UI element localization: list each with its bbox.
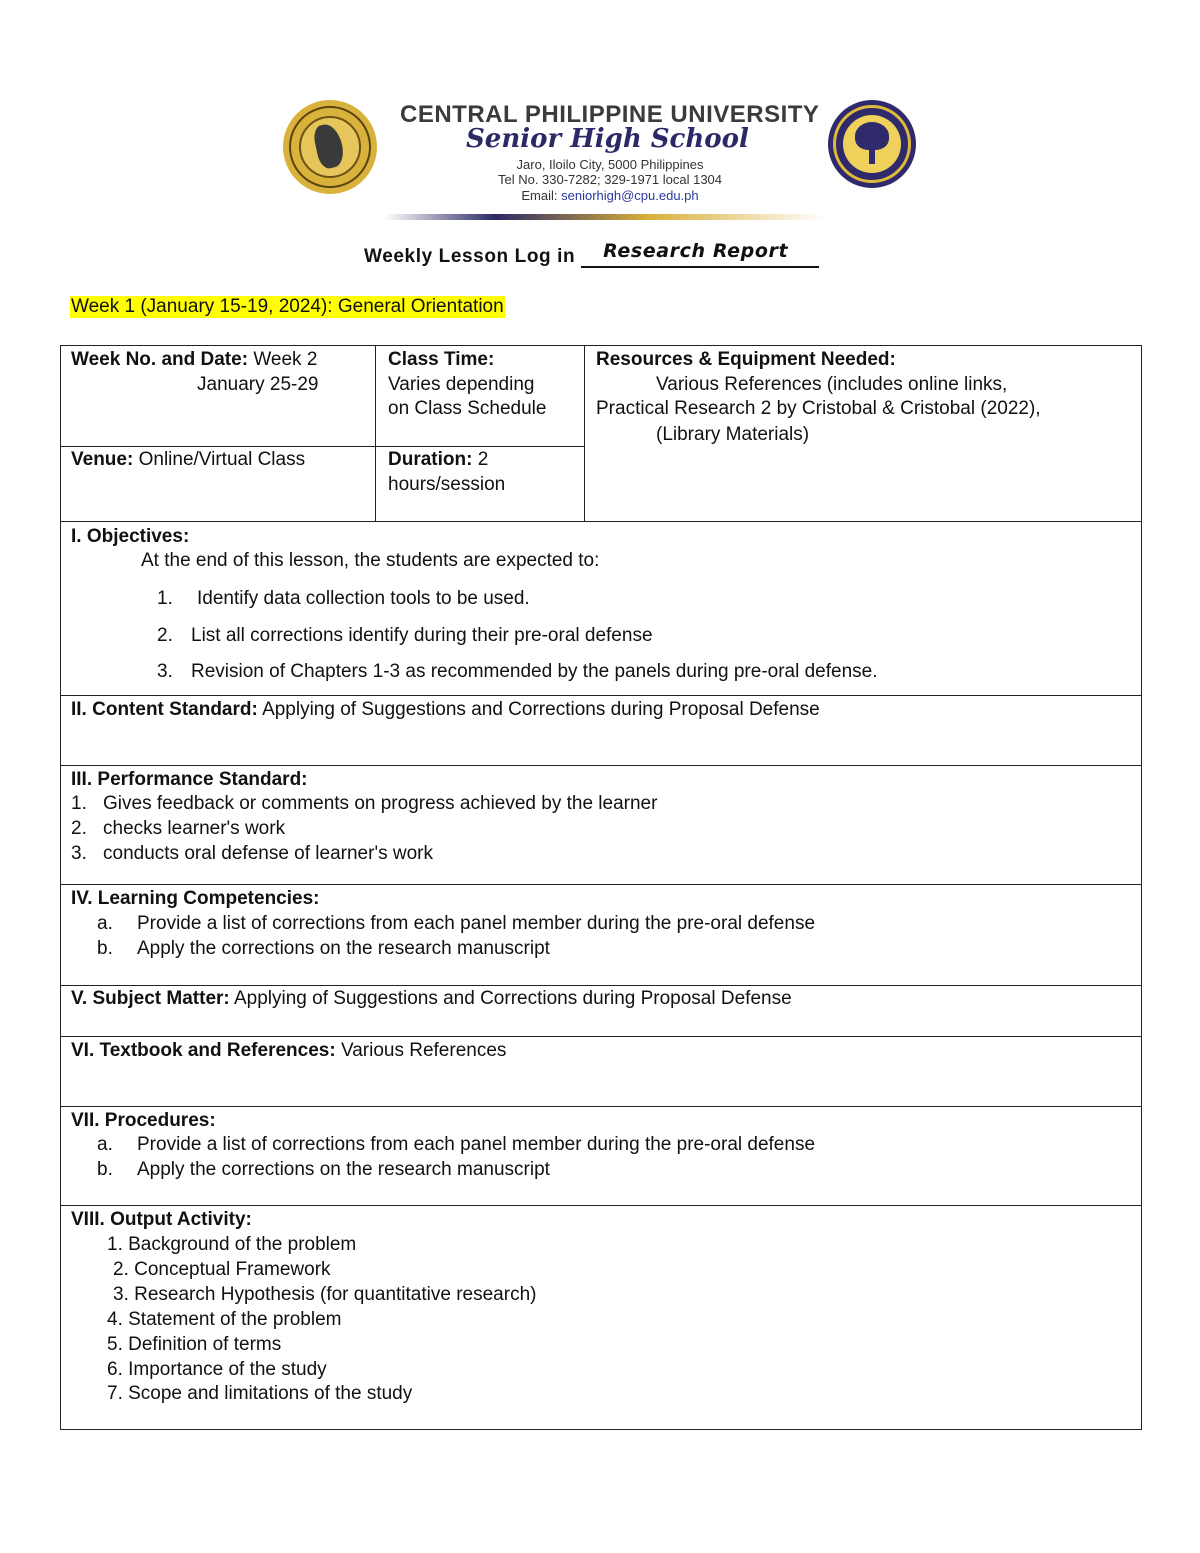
content-standard-value: Applying of Suggestions and Corrections during Proposal Defense — [262, 699, 820, 720]
row-divider-references — [61, 1036, 1141, 1037]
performance-standard-label: III. Performance Standard: — [71, 769, 308, 790]
duration-cell — [388, 447, 488, 472]
output-item: 3. Research Hypothesis (for quantitative research) — [113, 1284, 537, 1305]
venue-cell — [71, 447, 305, 472]
page-title — [364, 240, 819, 268]
email-label: Email: — [521, 188, 558, 203]
resources-line2: Practical Research 2 by Cristobal & Cristobal (2022), — [596, 398, 1041, 419]
resources-label: Resources & Equipment Needed: — [596, 349, 896, 370]
week-label: Week No. and Date: — [71, 349, 249, 370]
objective-item: 2. List all corrections identify during their pre-oral defense — [157, 625, 653, 646]
performance-item: 3. conducts oral defense of learner's work — [71, 843, 433, 864]
row-divider-procedures — [61, 1106, 1141, 1107]
performance-item: 1. Gives feedback or comments on progress achieved by the learner — [71, 793, 658, 814]
row-divider-output — [61, 1205, 1141, 1206]
duration-value: 2 — [477, 449, 489, 470]
subject-matter-label: V. Subject Matter: — [71, 988, 230, 1009]
references-row — [71, 1038, 506, 1063]
procedures-label: VII. Procedures: — [71, 1110, 216, 1131]
col-divider-2 — [584, 346, 585, 522]
references-value: Various References — [340, 1040, 507, 1061]
subject-matter-row — [71, 986, 792, 1011]
school-name: Senior High School — [466, 124, 749, 154]
week-heading: Week 1 (January 15-19, 2024): General Orientation — [71, 296, 504, 317]
output-label: VIII. Output Activity: — [71, 1209, 252, 1230]
competency-item: b. Apply the corrections on the research manuscript — [97, 938, 550, 959]
output-item: 7. Scope and limitations of the study — [107, 1383, 413, 1404]
title-prefix: Weekly Lesson Log in — [364, 246, 576, 267]
university-name: CENTRAL PHILIPPINE UNIVERSITY — [400, 101, 820, 128]
output-item: 5. Definition of terms — [107, 1334, 282, 1355]
school-email-line — [400, 188, 820, 203]
letterhead-divider — [385, 214, 825, 220]
school-address: Jaro, Iloilo City, 5000 Philippines — [516, 157, 704, 172]
week-value: Week 2 — [253, 349, 318, 370]
venue-value: Online/Virtual Class — [138, 449, 306, 470]
competency-item: a. Provide a list of corrections from each panel member during the pre-oral defense — [97, 913, 816, 934]
venue-label: Venue: — [71, 449, 134, 470]
week-date-cell — [71, 347, 317, 372]
objectives-label: I. Objectives: — [71, 526, 190, 547]
output-item: 1. Background of the problem — [107, 1234, 357, 1255]
resources-line3: (Library Materials) — [656, 424, 810, 445]
duration-label: Duration: — [388, 449, 473, 470]
row-divider-competencies — [61, 884, 1141, 885]
duration-unit: hours/session — [388, 474, 506, 495]
school-email-link[interactable]: seniorhigh@cpu.edu.ph — [561, 188, 699, 203]
title-subject: Research Report — [603, 240, 789, 262]
output-item: 6. Importance of the study — [107, 1359, 327, 1380]
objectives-intro: At the end of this lesson, the students are expected to: — [141, 550, 600, 571]
row-divider-performance — [61, 765, 1141, 766]
senior-high-seal-logo — [828, 100, 916, 188]
performance-item: 2. checks learner's work — [71, 818, 286, 839]
competencies-label: IV. Learning Competencies: — [71, 888, 320, 909]
procedure-item: a. Provide a list of corrections from each panel member during the pre-oral defense — [97, 1134, 816, 1155]
output-item: 2. Conceptual Framework — [113, 1259, 331, 1280]
content-standard-row — [71, 697, 820, 722]
date-value: January 25-29 — [197, 374, 319, 395]
references-label: VI. Textbook and References: — [71, 1040, 336, 1061]
class-time-label: Class Time: — [388, 349, 495, 370]
col-divider-1 — [375, 346, 376, 522]
resources-line1: Various References (includes online links, — [656, 374, 1008, 395]
class-time-line2: on Class Schedule — [388, 398, 547, 419]
content-standard-label: II. Content Standard: — [71, 699, 258, 720]
lesson-log-table — [60, 345, 1142, 1430]
subject-matter-value: Applying of Suggestions and Corrections during Proposal Defense — [233, 988, 792, 1009]
subject-blank — [581, 240, 819, 268]
university-seal-logo — [283, 100, 377, 194]
row-divider-objectives — [61, 521, 1141, 522]
objective-item: 3. Revision of Chapters 1-3 as recommended by the panels during pre-oral defense. — [157, 661, 878, 682]
school-telephone: Tel No. 330-7282; 329-1971 local 1304 — [497, 172, 723, 187]
procedure-item: b. Apply the corrections on the research manuscript — [97, 1159, 550, 1180]
objective-item: 1. Identify data collection tools to be used. — [157, 588, 530, 609]
output-item: 4. Statement of the problem — [107, 1309, 342, 1330]
row-divider-content — [61, 695, 1141, 696]
class-time-line1: Varies depending — [388, 374, 535, 395]
